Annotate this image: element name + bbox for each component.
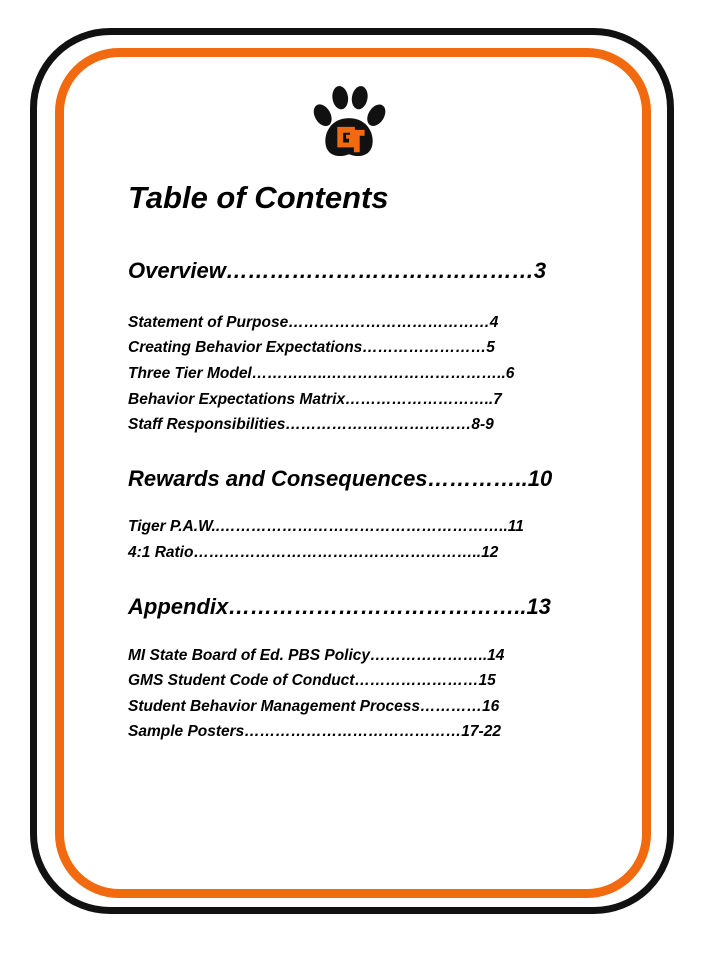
toc-title: Table of Contents	[128, 180, 389, 215]
toc-entry-ratio: 4:1 Ratio………………………………………………..12	[128, 544, 499, 561]
toc-entry-sample-posters: Sample Posters……………………………………17-22	[128, 723, 501, 740]
toc-entry-statement-of-purpose: Statement of Purpose…………………………………4	[128, 314, 499, 331]
toc-entry-behavior-expectations-matrix: Behavior Expectations Matrix………………………..7	[128, 391, 502, 408]
toc-entry-appendix: Appendix…………………………………..13	[128, 594, 551, 619]
toc-entry-behavior-management-process: Student Behavior Management Process…………16	[128, 698, 500, 715]
toc-entry-three-tier-model: Three Tier Model……….…..……………………………..6	[128, 365, 515, 382]
tiger-paw-icon	[310, 86, 388, 162]
toc-entry-tiger-paw: Tiger P.A.W..………………………………………………..11	[128, 518, 524, 535]
toc-entry-creating-behavior-expectations: Creating Behavior Expectations……………………5	[128, 339, 495, 356]
toc-entry-pbs-policy: MI State Board of Ed. PBS Policy…………………..14	[128, 647, 505, 664]
toc-entry-overview: Overview……………………………………3	[128, 258, 547, 283]
toc-entry-staff-responsibilities: Staff Responsibilities………………………………8-9	[128, 416, 494, 433]
toc-entry-code-of-conduct: GMS Student Code of Conduct……………………15	[128, 672, 496, 689]
toc-entry-rewards-and-consequences: Rewards and Consequences…………..10	[128, 466, 553, 491]
